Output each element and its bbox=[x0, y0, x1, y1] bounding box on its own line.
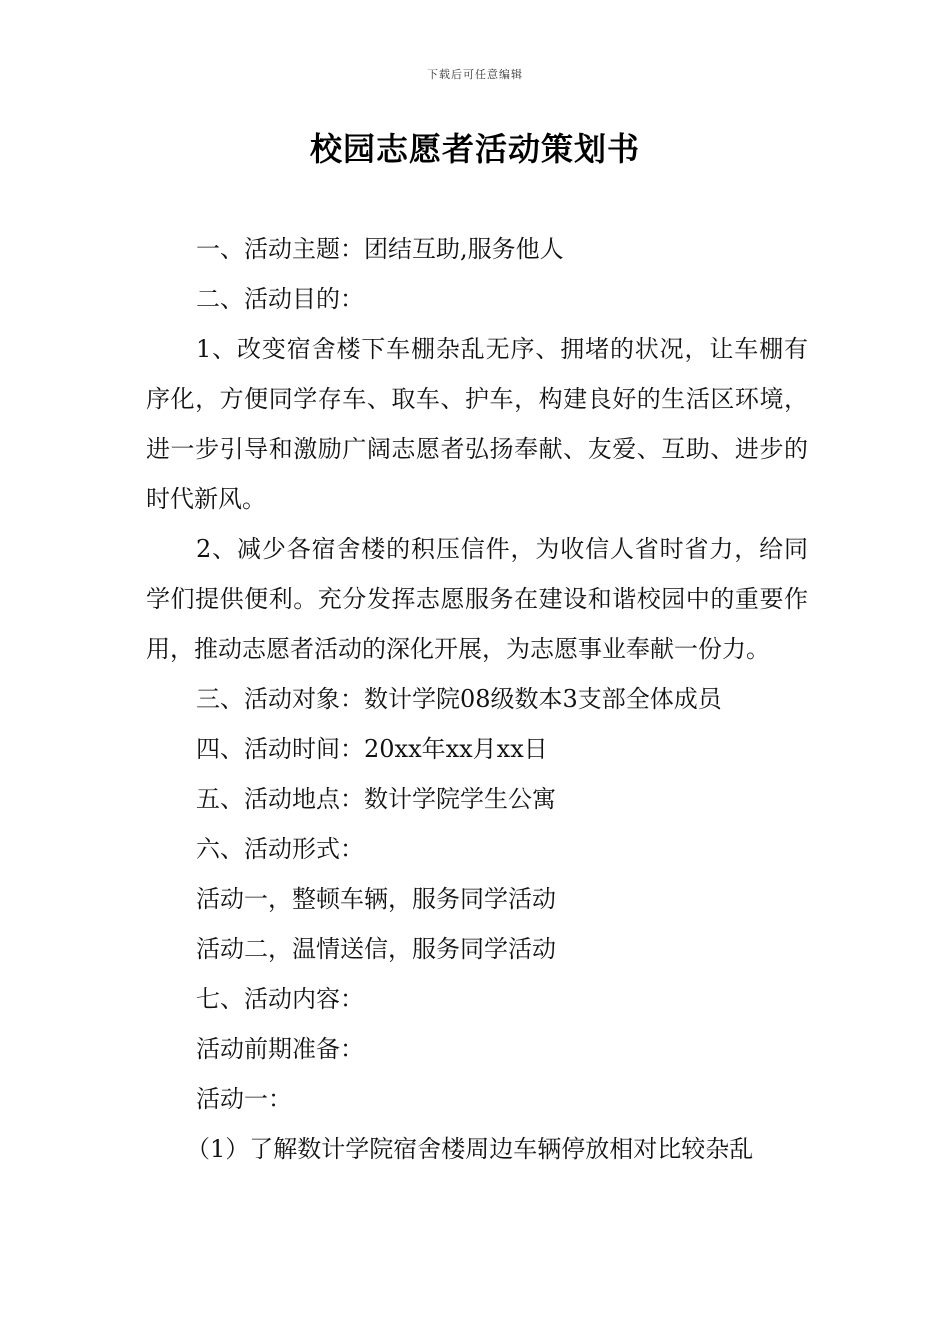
section-audience: 三、活动对象：数计学院08级数本3支部全体成员 bbox=[196, 685, 722, 713]
header-note: 下载后可任意编辑 bbox=[427, 68, 523, 81]
section-time: 四、活动时间：20xx年xx月xx日 bbox=[196, 735, 548, 763]
preparation-heading: 活动前期准备： bbox=[196, 1035, 364, 1063]
section-format-heading: 六、活动形式： bbox=[196, 835, 364, 863]
section-theme: 一、活动主题：团结互助,服务他人 bbox=[196, 235, 564, 263]
section-content-heading: 七、活动内容： bbox=[196, 985, 364, 1013]
activity-1-item-1: （1）了解数计学院宿舍楼周边车辆停放相对比较杂乱 bbox=[186, 1135, 754, 1163]
purpose-item-2: 2、减少各宿舍楼的积压信件，为收信人省时省力，给同学们提供便利。充分发挥志愿服务在建设和谐校园中的重要作用，推动志愿者活动的深化开展，为志愿事业奉献一份力。 bbox=[146, 535, 808, 663]
document-title: 校园志愿者活动策划书 bbox=[309, 130, 640, 168]
section-purpose-heading: 二、活动目的： bbox=[196, 285, 364, 313]
purpose-item-1: 1、改变宿舍楼下车棚杂乱无序、拥堵的状况，让车棚有序化，方便同学存车、取车、护车，构建良好的生活区环境，进一步引导和激励广阔志愿者弘扬奉献、友爱、互助、进步的时代新风。 bbox=[146, 335, 808, 513]
activity-1-heading: 活动一： bbox=[196, 1085, 292, 1113]
document-body bbox=[146, 224, 808, 1174]
format-activity-2: 活动二，温情送信，服务同学活动 bbox=[196, 935, 556, 963]
format-activity-1: 活动一，整顿车辆，服务同学活动 bbox=[196, 885, 556, 913]
section-location: 五、活动地点：数计学院学生公寓 bbox=[196, 785, 556, 813]
